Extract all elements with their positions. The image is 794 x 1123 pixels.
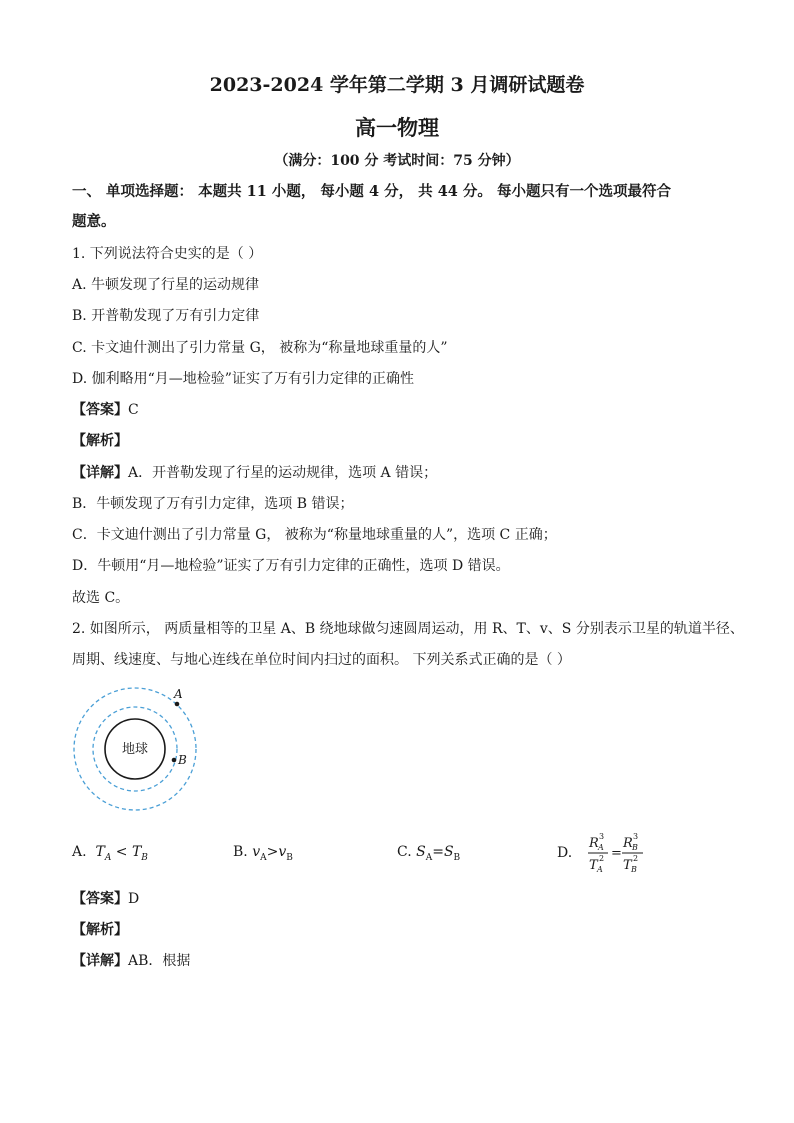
q2-stem-cont: 周期、线速度、与地心连线在单位时间内扫过的面积。 下列关系式正确的是（ ） [72,652,571,668]
answer-tag: 【答案】 [72,402,128,418]
q1-option-c: C. 卡文迪什测出了引力常量 G， 被称为“称量地球重量的人” [72,340,448,356]
q2-option-b: B. $v_A>v_B$ [233,844,293,863]
q2-answer [72,890,139,908]
satellite-a-label: A [174,687,183,701]
q1-detail-line: D．牛顿用“月—地检验”证实了万有引力定律的正确性，选项 D 错误。 [72,558,510,574]
svg-text:3: 3 [598,832,604,841]
q1-option-a: A. 牛顿发现了行星的运动规律 [72,277,260,293]
q1-option-b: B. 开普勒发现了万有引力定律 [72,308,260,324]
svg-text:A: A [596,865,603,874]
svg-text:2: 2 [598,854,604,863]
satellite-b-label: B [178,753,187,767]
svg-text:R: R [588,836,599,851]
q2-option-d: D. R A 3 T A 2 = R B 3 T B 2 [557,830,646,876]
q1-detail-line: 【详解】A．开普勒发现了行星的运动规律，选项 A 错误； [72,465,438,481]
detail-tag: 【详解】 [72,465,128,481]
q2-detail-line: 【详解】AB．根据 [72,953,191,969]
svg-text:3: 3 [632,832,638,841]
svg-text:B: B [631,843,638,852]
answer-tag: 【答案】 [72,891,128,907]
svg-text:T: T [622,858,632,873]
q2-option-c: C. $S_A=S_B$ [397,844,461,863]
svg-text:A: A [597,843,604,852]
q1-conclusion: 故选 C。 [72,590,130,606]
svg-text:=: = [610,846,622,861]
svg-text:B: B [630,865,637,874]
satellite-a-dot [175,702,180,707]
orbit-diagram [70,684,205,819]
q1-detail-line: C．卡文迪什测出了引力常量 G， 被称为“称量地球重量的人”，选项 C 正确； [72,527,557,543]
exam-info: （满分：100 分 考试时间：75 分钟） [274,153,520,169]
earth-label: 地球 [121,742,149,757]
svg-text:T: T [588,858,598,873]
svg-text:2: 2 [632,854,638,863]
q1-stem: 1. 下列说法符合史实的是（ ） [72,246,263,262]
section-heading-cont: 题意。 [72,213,116,230]
q1-option-d: D. 伽利略用“月—地检验”证实了万有引力定律的正确性 [72,371,414,387]
q2-stem: 2. 如图所示， 两质量相等的卫星 A、B 绕地球做匀速圆周运动，用 R、T、v、S 分别表示卫星的轨道半径、 [72,621,744,637]
answer-value: D [128,891,140,907]
q1-detail-line: B．牛顿发现了万有引力定律，选项 B 错误； [72,496,354,512]
q2-analysis-tag: 【解析】 [72,922,128,938]
exam-title: 2023-2024 学年第二学期 3 月调研试题卷 [209,74,585,96]
kepler-ratio-formula [586,830,646,876]
detail-tag: 【详解】 [72,953,128,969]
section-heading: 一、 单项选择题： 本题共 11 小题， 每小题 4 分， 共 44 分。 每小题只有一个选项最符合 [72,183,671,200]
svg-text:R: R [622,836,633,851]
answer-value: C [128,402,139,418]
q2-option-a: A. $T_A < T_B$ [72,844,148,863]
satellite-b-dot [172,758,177,763]
q1-analysis-tag: 【解析】 [72,433,128,449]
q1-answer [72,401,139,419]
exam-subject: 高一物理 [355,115,439,140]
